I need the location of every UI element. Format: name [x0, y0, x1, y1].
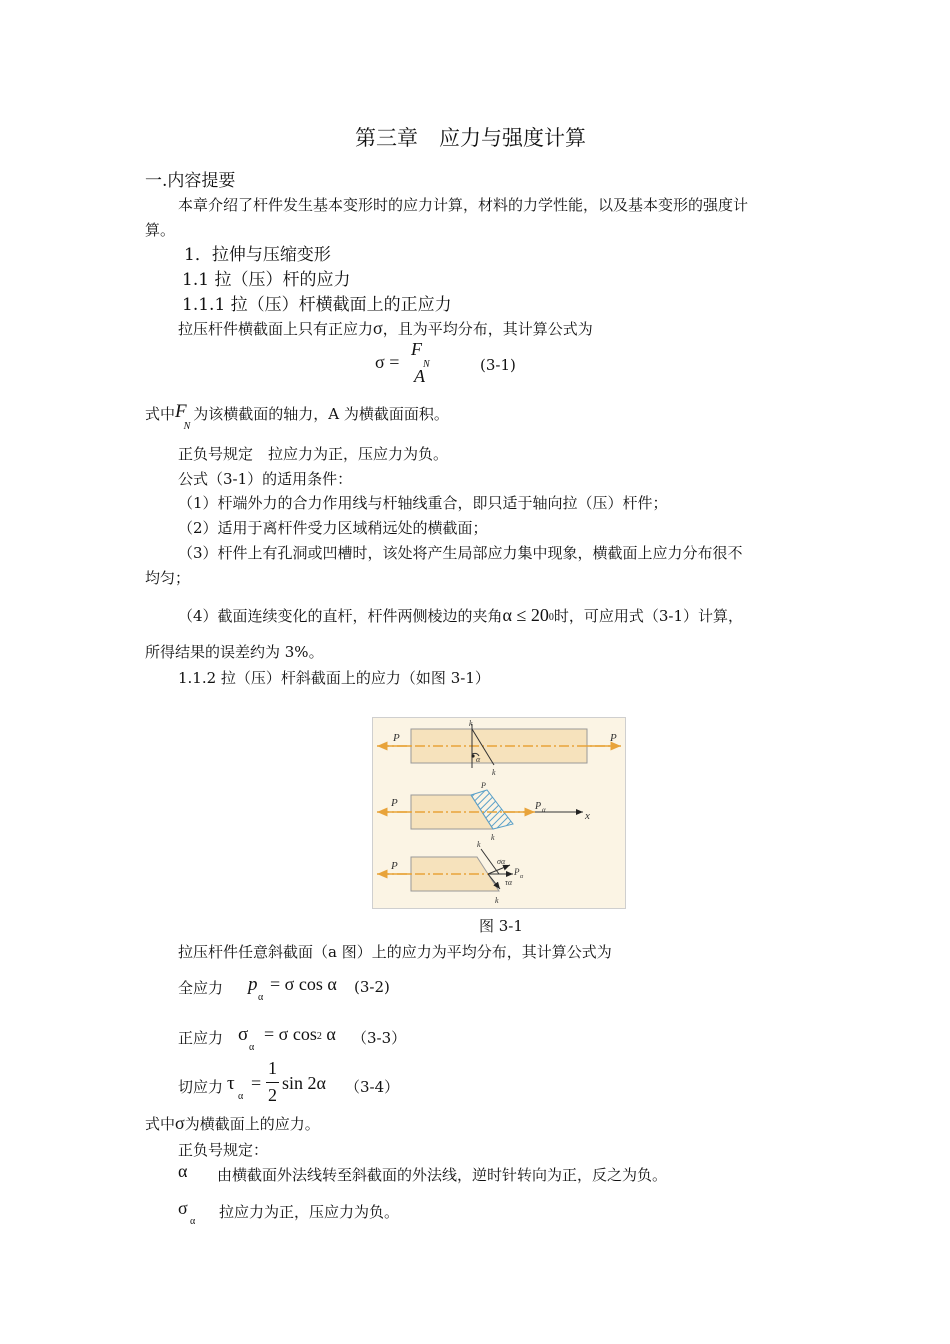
sigma-symbol: σ	[373, 318, 383, 338]
intro-line-1: 本章介绍了杆件发生基本变形时的应力计算，材料的力学性能，以及基本变形的强度计	[178, 196, 749, 214]
where-text: 为该横截面的轴力，A 为横截面面积。	[193, 405, 449, 423]
heading-1-1-2: 1.1.2 拉（压）杆斜截面上的应力（如图 3-1）	[178, 669, 490, 687]
rule-alpha-symbol: α	[178, 1161, 188, 1181]
equation-3-1-denominator: A	[414, 366, 425, 386]
condition-4-text-b: 时，可应用式（3-1）计算，	[553, 607, 744, 625]
equation-3-3-subscript: α	[249, 1042, 255, 1053]
equation-3-2-subscript: α	[258, 992, 264, 1003]
oblique-paragraph: 拉压杆件任意斜截面（a 图）上的应力为平均分布，其计算公式为	[178, 943, 612, 961]
rule-sigma-text: 拉应力为正，压应力为负。	[219, 1203, 400, 1221]
heading-1-1: 1.1 拉（压）杆的应力	[182, 270, 351, 290]
rule-sigma-symbol: σ	[178, 1198, 188, 1218]
equation-3-1-numerator	[411, 339, 422, 360]
equation-3-2-label: (3-2)	[354, 978, 390, 996]
condition-1: （1）杆端外力的合力作用线与杆轴线重合，即只适于轴向拉（压）杆件；	[178, 494, 668, 512]
equation-3-3-lhs: σ	[238, 1024, 249, 1045]
equation-3-4-numerator: 1	[268, 1058, 277, 1078]
rule-sigma-subscript: α	[190, 1216, 196, 1227]
where-prefix: 式中	[145, 405, 176, 423]
equation-3-4-denominator: 2	[268, 1085, 277, 1105]
fraction-bar	[266, 1082, 279, 1083]
sign-rule: 正负号规定 拉应力为正，压应力为负。	[178, 445, 449, 463]
section-heading: 一.内容提要	[145, 171, 236, 191]
heading-1: 1．拉伸与压缩变形	[184, 245, 331, 265]
sigma-symbol: σ	[175, 1113, 185, 1133]
alpha-inequality: α ≤ 20	[502, 605, 549, 625]
where-fn-paragraph	[145, 401, 449, 432]
equation-3-2-rhs: = σ cos α	[270, 974, 337, 994]
rhs-part-a: = σ cos	[264, 1024, 317, 1044]
intro-line-2: 算。	[145, 221, 176, 239]
equation-3-4-subscript: α	[238, 1091, 244, 1102]
figure-part-a	[377, 719, 621, 777]
where-prefix: 式中	[145, 1115, 176, 1133]
figure-part-b	[377, 781, 590, 842]
equation-3-4-rhs: sin 2α	[282, 1073, 326, 1093]
condition-3-line-1: （3）杆件上有孔洞或凹槽时，该处将产生局部应力集中现象，横截面上应力分布很不	[178, 544, 743, 562]
label-p-b: P	[391, 797, 398, 809]
condition-4-line-2: 所得结果的误差约为 3%。	[145, 643, 324, 661]
label-k-bottom: k	[492, 768, 496, 777]
label-p-alpha-top: P	[481, 781, 486, 790]
equation-3-2-lhs: p	[248, 974, 258, 995]
label-p-c: P	[391, 860, 398, 872]
rhs-part-b: α	[321, 1024, 336, 1044]
figure-caption: 图 3-1	[479, 917, 523, 935]
label-k-c-bottom: k	[495, 896, 499, 905]
equation-3-4-name: 切应力	[178, 1078, 224, 1096]
page-title: 第三章 应力与强度计算	[355, 126, 586, 150]
label-tau-alpha: τα	[505, 878, 513, 887]
condition-3-line-2: 均匀；	[145, 569, 191, 587]
label-k-c-top: k	[477, 840, 481, 849]
equation-3-1-subscript: N	[423, 359, 430, 370]
equation-3-3-rhs	[264, 1024, 336, 1045]
fn-subscript: N	[183, 421, 191, 432]
equation-3-1-lhs: σ =	[375, 352, 400, 372]
label-p-alpha-c: P	[514, 867, 520, 877]
figure-3-1	[372, 717, 626, 909]
label-x: x	[585, 810, 590, 822]
equation-3-4-lhs: τ	[227, 1073, 235, 1094]
figure-part-c	[377, 840, 524, 905]
rule-alpha-text: 由横截面外法线转至斜截面的外法线，逆时针转向为正，反之为负。	[217, 1166, 668, 1184]
fraction-numerator: F	[411, 339, 422, 359]
label-p-right: P	[610, 732, 617, 744]
label-alpha: α	[476, 755, 481, 764]
equation-3-1-label: (3-1)	[480, 356, 516, 374]
equation-3-3-label: （3-3）	[352, 1029, 407, 1047]
condition-2: （2）适用于离杆件受力区域稍远处的横截面；	[178, 519, 488, 537]
label-k-top: k	[469, 719, 473, 728]
condition-4-line-1	[178, 605, 743, 626]
label-sigma-alpha: σα	[497, 857, 506, 866]
degree-superscript: 0	[548, 612, 554, 623]
label-p-alpha-sub: α	[542, 806, 546, 814]
equation-3-4-label: （3-4）	[345, 1078, 400, 1096]
where-text: 为横截面上的应力。	[184, 1115, 320, 1133]
equation-3-4-equals: =	[251, 1073, 262, 1093]
heading-1-1-1: 1.1.1 拉（压）杆横截面上的正应力	[182, 295, 452, 315]
label-p-left: P	[393, 732, 400, 744]
where-sigma-paragraph	[145, 1113, 320, 1134]
label-p-alpha: P	[535, 801, 542, 812]
label-k-b: k	[491, 833, 495, 842]
figure-drawing	[373, 718, 625, 908]
rhs-superscript: 2	[316, 1031, 322, 1042]
sign-rule-2: 正负号规定：	[178, 1141, 269, 1159]
conditions-title: 公式（3-1）的适用条件：	[178, 470, 353, 488]
fn-symbol: F	[175, 401, 187, 422]
equation-3-2-name: 全应力	[178, 979, 224, 997]
paragraph-text: 拉压杆件横截面上只有正应力	[178, 320, 374, 338]
equation-3-3-name: 正应力	[178, 1029, 224, 1047]
normal-stress-paragraph	[178, 318, 593, 339]
paragraph-text-tail: ，且为平均分布，其计算公式为	[382, 320, 593, 338]
condition-4-text-a: （4）截面连续变化的直杆，杆件两侧棱边的夹角	[178, 607, 503, 625]
label-p-alpha-c-sub: α	[520, 874, 524, 880]
